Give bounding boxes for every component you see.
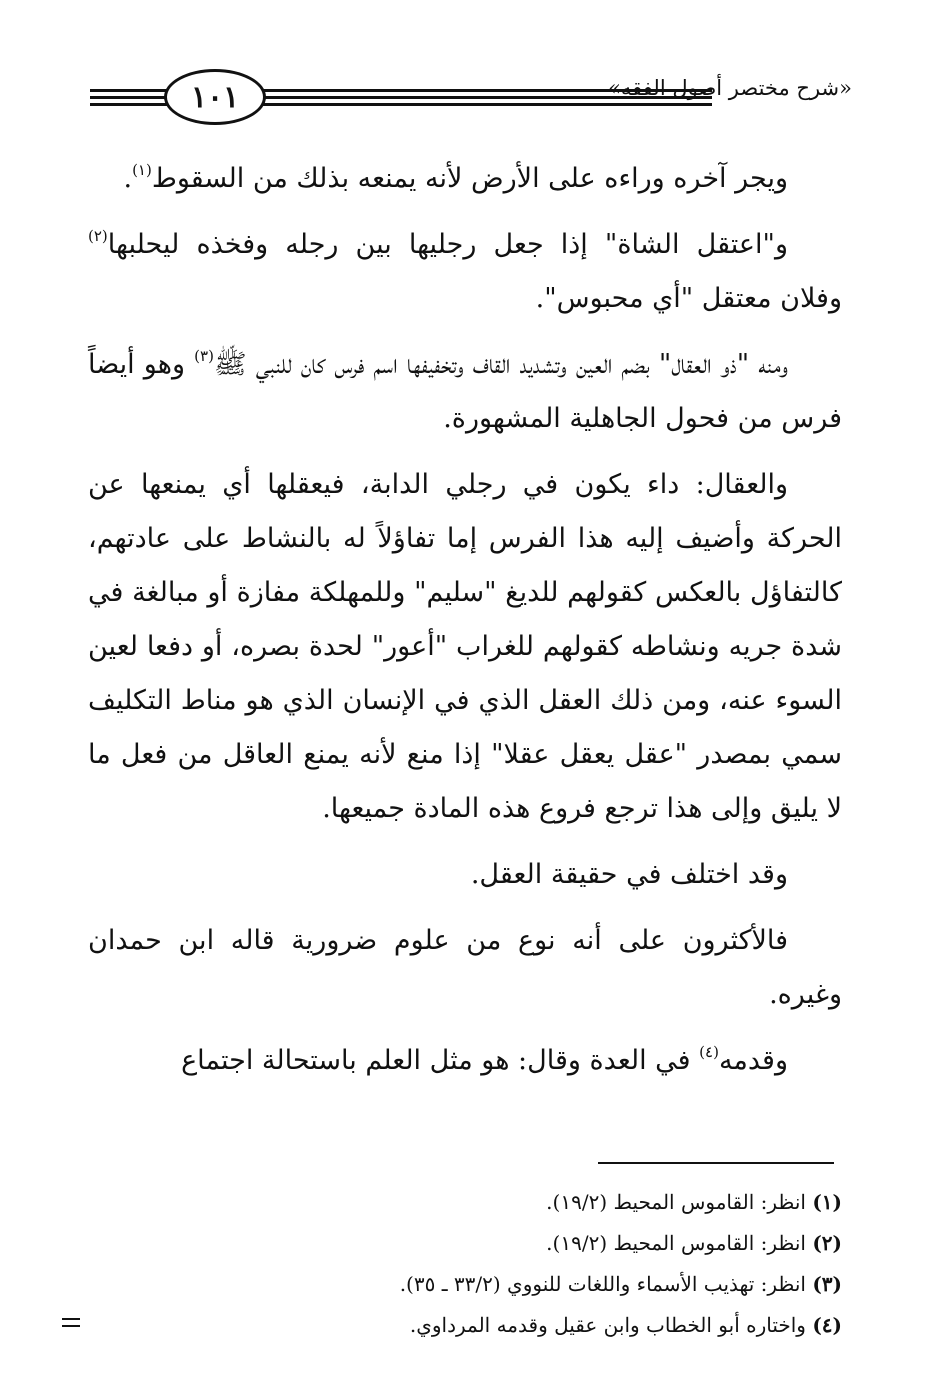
- footnote-marker: (١): [132, 161, 152, 179]
- footnote-text: انظر: تهذيب الأسماء واللغات للنووي (٣٣/٢ ـ ٣٥).: [399, 1272, 806, 1296]
- running-title: «شرح مختصر أصول الفقه»: [608, 76, 852, 100]
- paragraph-text: و"اعتقل الشاة" إذا جعل رجليها بين رجله وفخذه ليحلبها: [107, 229, 788, 260]
- main-text: [88, 152, 842, 1100]
- paragraph: [88, 914, 842, 1022]
- header-rule: [90, 103, 168, 106]
- footnote-text: واختاره أبو الخطاب وابن عقيل وقدمه المرداوي.: [409, 1313, 806, 1337]
- paragraph-text: .: [123, 163, 133, 194]
- footnote-number: (٤): [812, 1313, 842, 1337]
- footnote-item: [120, 1305, 842, 1346]
- footnote-separator: [598, 1162, 834, 1164]
- footnotes: [120, 1182, 842, 1346]
- footnote-text: انظر: القاموس المحيط (١٩/٢).: [546, 1231, 806, 1255]
- paragraph-text: والعقال: داء يكون في رجلي الدابة، فيعقلها أي يمنعها عن الحركة وأضيف إليه هذا الفرس إما تفاؤلاً له بالنشاط على عادتهم، كالتفاؤل بالعكس كقولهم للديغ "سليم" وللمهلكة مفازة أو مبالغة في شدة جريه ونشاطه كقولهم للغراب "أعور" لحدة بصره، أو دفعا لعين السوء عنه، ومن ذلك العقل الذي في الإنسان الذي هو مناط التكليف سمي بمصدر "عقل يعقل عقلا" إذا منع لأنه يمنع العاقل من فعل ما لا يليق وإلى هذا ترجع فروع هذه المادة جميعها.: [88, 469, 842, 824]
- header-rule: [258, 103, 712, 106]
- paragraph-text: وهو أيضاً فرس من فحول الجاهلية المشهورة.: [88, 349, 842, 434]
- footnote-text: انظر: القاموس المحيط (١٩/٢).: [546, 1190, 806, 1214]
- margin-equals-mark: [62, 1318, 80, 1330]
- header-rule: [90, 89, 168, 92]
- footnote-number: (٢): [812, 1231, 842, 1255]
- footnote-number: (١): [812, 1190, 842, 1214]
- paragraph-text: ومنه "ذو العقال" بضم العين وتشديد القاف وتخفيفها اسم فرس كان للنبي ﷺ: [213, 349, 789, 380]
- paragraph-text: وفلان معتقل "أي محبوس".: [535, 283, 842, 314]
- footnote-item: [120, 1223, 842, 1264]
- footnote-marker: (٤): [699, 1043, 719, 1061]
- page-number: ١٠١: [164, 69, 266, 125]
- paragraph: [88, 848, 842, 902]
- paragraph: [88, 458, 842, 836]
- paragraph-text: فالأكثرون على أنه نوع من علوم ضرورية قاله ابن حمدان وغيره.: [88, 925, 842, 1010]
- paragraph: [88, 152, 842, 206]
- footnote-item: [120, 1182, 842, 1223]
- header-rule: [90, 96, 168, 99]
- paragraph-text: ويجر آخره وراءه على الأرض لأنه يمنعه بذلك من السقوط: [151, 163, 788, 194]
- paragraph: [88, 338, 842, 446]
- footnote-marker: (٣): [194, 347, 214, 365]
- paragraph-text: وقد اختلف في حقيقة العقل.: [470, 859, 788, 890]
- paragraph: [88, 218, 842, 326]
- footnote-number: (٣): [812, 1272, 842, 1296]
- footnote-marker: (٢): [88, 227, 108, 245]
- footnote-item: [120, 1264, 842, 1305]
- paragraph-text: في العدة وقال: هو مثل العلم باستحالة اجتماع: [181, 1045, 700, 1076]
- paragraph-text: وقدمه: [718, 1045, 788, 1076]
- paragraph: [88, 1034, 842, 1088]
- page-header: [90, 60, 852, 140]
